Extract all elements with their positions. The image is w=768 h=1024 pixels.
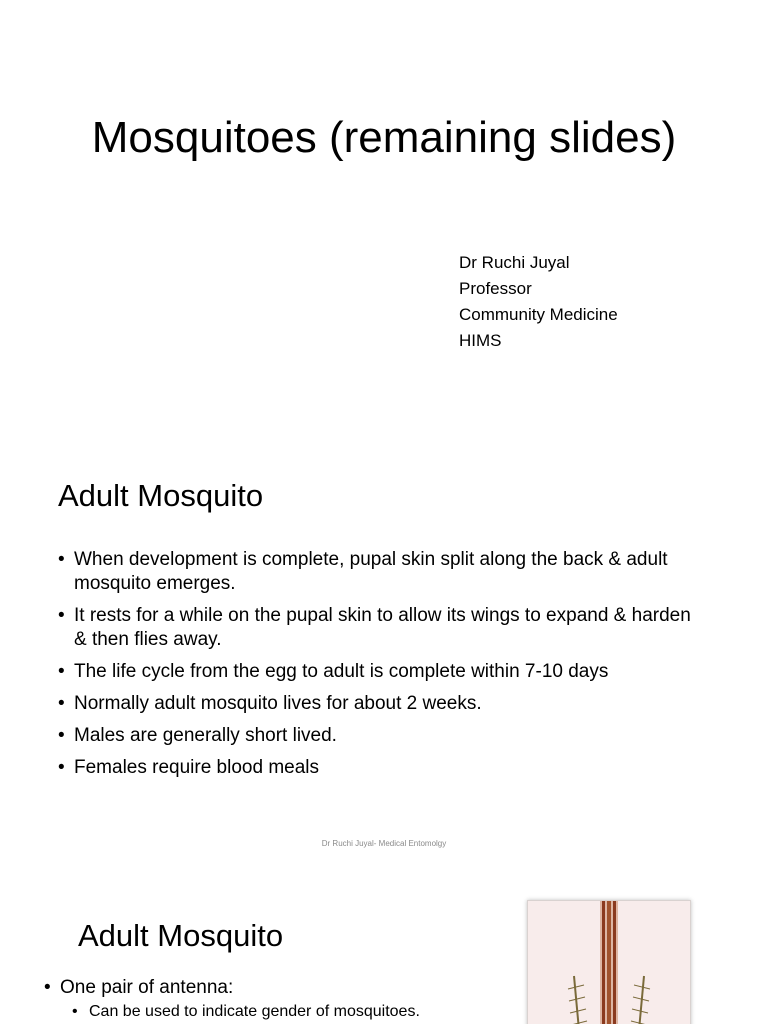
mosquito-head-drawing — [528, 901, 690, 1024]
author-institution: HIMS — [459, 331, 502, 350]
mosquito-head-illustration-icon — [527, 900, 691, 1024]
bullet-text: Normally adult mosquito lives for about 2 weeks. — [74, 693, 482, 714]
bullet-icon: • — [58, 693, 65, 714]
bullet-icon: • — [72, 1003, 78, 1020]
author-name: Dr Ruchi Juyal — [459, 253, 570, 272]
bullet-text: When development is complete, pupal skin split along the back & adult mosquito emerges. — [74, 549, 668, 594]
bullet-list — [44, 976, 504, 1024]
adult-mosquito-anatomy-slide — [0, 872, 768, 1024]
slide-footer: Dr Ruchi Juyal- Medical Entomolgy — [321, 839, 447, 848]
bullet-item — [58, 660, 698, 684]
slide-heading: Adult Mosquito — [58, 478, 264, 513]
bullet-item — [58, 756, 698, 780]
author-info — [459, 250, 618, 354]
bullet-icon: • — [58, 725, 65, 746]
sub-bullet-item — [44, 1000, 504, 1024]
bullet-text: One pair of antenna: — [60, 977, 234, 998]
bullet-item — [44, 976, 504, 1000]
bullet-item — [58, 692, 698, 716]
bullet-text: The life cycle from the egg to adult is complete within 7-10 days — [74, 661, 609, 682]
slide-heading: Adult Mosquito — [78, 918, 284, 953]
bullet-icon: • — [44, 977, 51, 998]
bullet-icon: • — [58, 605, 65, 626]
bullet-icon: • — [58, 549, 65, 570]
bullet-list — [58, 548, 698, 788]
bullet-icon: • — [58, 757, 65, 778]
bullet-text: Females require blood meals — [74, 757, 320, 778]
presentation-title: Mosquitoes (remaining slides) — [91, 113, 677, 162]
sub-bullet-text: Can be used to indicate gender of mosquitoes. — [89, 1003, 420, 1020]
bullet-item — [58, 724, 698, 748]
author-designation: Professor — [459, 279, 532, 298]
bullet-icon: • — [58, 661, 65, 682]
bullet-text: It rests for a while on the pupal skin to allow its wings to expand & harden & then flies away. — [74, 605, 691, 650]
bullet-item — [58, 604, 698, 652]
bullet-text: Males are generally short lived. — [74, 725, 337, 746]
adult-mosquito-slide — [0, 440, 768, 872]
title-slide — [0, 0, 768, 440]
bullet-item — [58, 548, 698, 596]
author-department: Community Medicine — [459, 305, 618, 324]
